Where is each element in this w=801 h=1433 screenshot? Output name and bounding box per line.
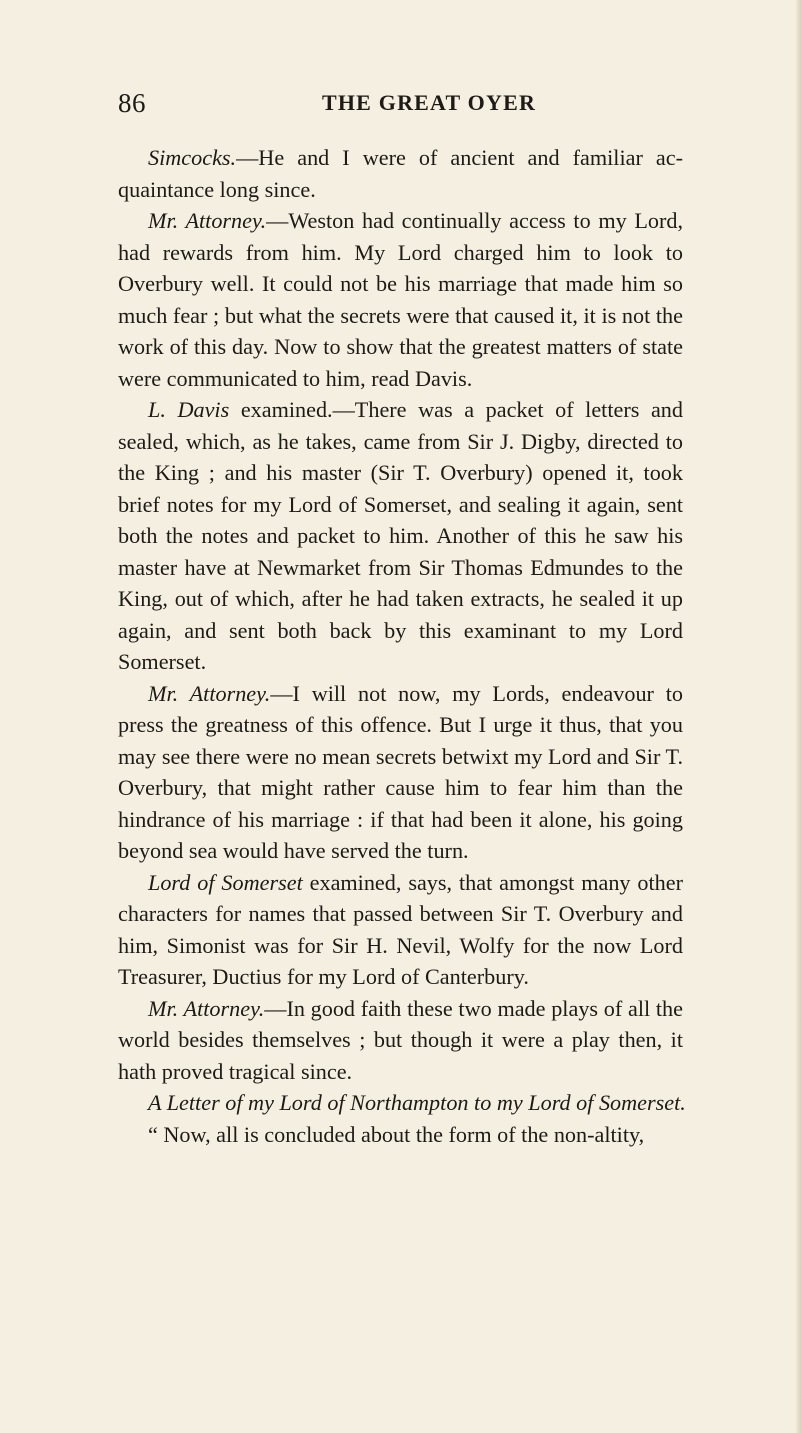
speaker-name: Lord of Somerset [148,869,303,895]
page-number: 86 [118,88,146,118]
paragraph-text: examined.—There was a packet of letters and sealed, which, as he takes, came from Sir J. Digby, directed to the King ; and his master (Sir T. Overbury) opened it, took brief notes for my Lord of Somerset, and sealing it again, sent both the notes and packet to him. Another of this he saw his master have at Newmarket from Sir Thomas Edmundes to the King, out of which, after he had taken extracts, he sealed it up again, and sent both back by this examinant to my Lord Somerset. [118,397,683,674]
paragraph [118,867,683,993]
letter-opening-line: “ Now, all is concluded about the form of the non-altity, [148,1121,645,1147]
speaker-name: Mr. Attorney. [148,208,267,233]
page-edge-shadow [795,0,801,1433]
paragraph-text: —Weston had continually access to my Lord, had rewards from him. My Lord charged him to look to Overbury well. It could not be his marriage that made him so much fear ; but what the secrets were that caused it, it is not the work of this day. Now to show that the greatest matters of state were communicated to him, read Davis. [118,208,683,391]
speaker-name: Mr. Attorney. [148,680,271,706]
paragraph [118,205,683,394]
speaker-name: Mr. Attorney. [148,995,265,1021]
paragraph-text: —I will not now, my Lords, endeavour to press the greatness of this offence. But I urge it thus, that you may see there were no mean secrets betwixt my Lord and Sir T. Overbury, that might rather cause him to fear him than the hindrance of his marriage : if that had been it alone, his going beyond sea would have served the turn. [118,680,683,863]
body-text [118,142,686,1150]
page-header [0,88,801,128]
paragraph [118,142,683,205]
paragraph [118,678,683,867]
speaker-name: Simcocks. [148,145,237,170]
letter-heading: A Letter of my Lord of Northampton to my Lord of Somerset. [148,1090,686,1115]
speaker-name: L. Davis [148,397,230,422]
paragraph-text: —In good faith these two made plays of all the world besides themselves ; but though it were a play then, it hath proved tragical since. [118,995,683,1084]
paragraph [118,394,683,678]
paragraph [118,993,683,1088]
running-head: THE GREAT OYER [322,90,537,115]
paragraph-text: examined, says, that amongst many other characters for names that passed between Sir T. Overbury and him, Simonist was for Sir H. Nevil, Wolfy for the now Lord Treasurer, Ductius for my Lord of Canterbury. [118,869,684,989]
paragraph-text: —He and I were of ancient and familiar acquaintance long since. [118,145,683,202]
